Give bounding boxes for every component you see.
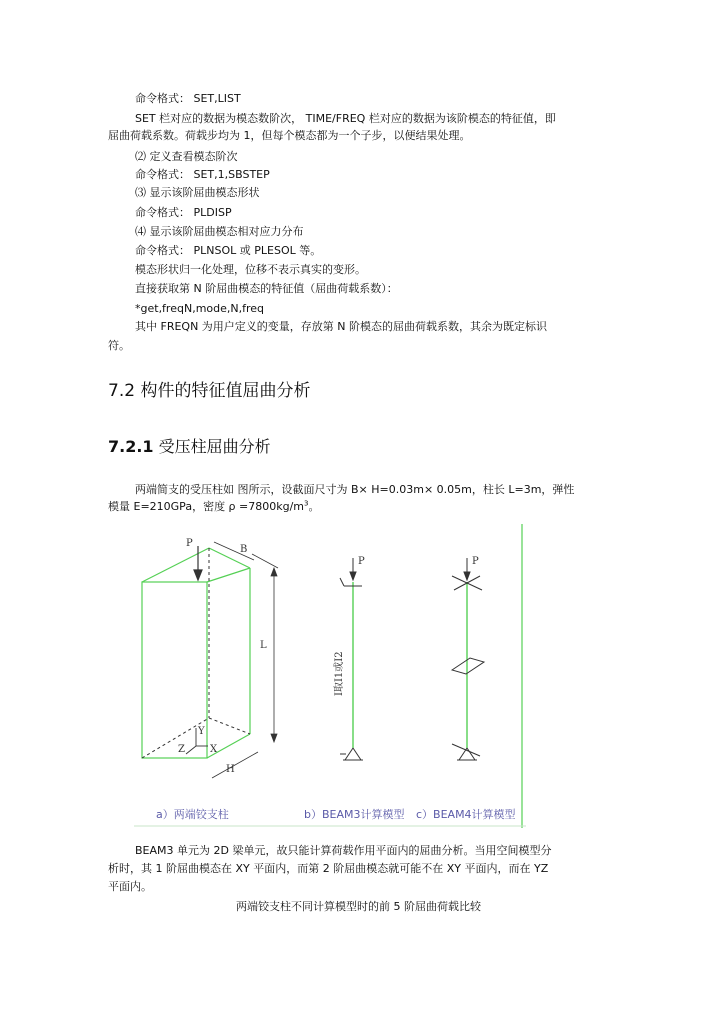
table-caption: 两端铰支柱不同计算模型时的前 5 阶屈曲荷载比较 (236, 900, 481, 913)
label-p-beam4: P (472, 556, 479, 567)
subsection-title (108, 436, 271, 458)
text-p7: ⑷ 显示该阶屈曲模态相对应力分布 (135, 225, 304, 238)
caption-b: b）BEAM3计算模型 (304, 808, 405, 821)
label-y: Y (198, 726, 205, 737)
label-h: H (226, 764, 235, 775)
column-3d (142, 548, 250, 758)
after-line2: 析时，其 1 阶屈曲模态在 XY 平面内，而第 2 阶屈曲模态就可能不在 XY 平面内，而在 YZ (108, 862, 549, 875)
beam3-model (332, 556, 365, 760)
label-iz: I取I1或I2 (334, 651, 345, 696)
text-p1: 命令格式： SET,LIST (135, 92, 241, 105)
caption-c: c）BEAM4计算模型 (416, 808, 516, 821)
after-line3: 平面内。 (108, 880, 152, 893)
section-title: 7.2 构件的特征值屈曲分析 (108, 381, 311, 401)
text-p8: 命令格式： PLNSOL 或 PLESOL 等。 (135, 244, 322, 257)
text-p9: 模态形状归一化处理，位移不表示真实的变形。 (135, 263, 366, 276)
text-p10: 直接获取第 N 阶屈曲模态的特征值（屈曲荷载系数）： (135, 282, 398, 295)
load-arrow (194, 546, 202, 580)
text-p12b: 符。 (108, 339, 130, 352)
text-p2b: 屈曲荷载系数。荷载步均为 1，但每个模态都为一个子步，以便结果处理。 (108, 129, 471, 142)
label-p-3d: P (186, 538, 193, 549)
label-z: Z (178, 744, 185, 755)
text-p5: ⑶ 显示该阶屈曲模态形状 (135, 186, 260, 199)
caption-a: a）两端铰支柱 (156, 808, 229, 821)
text-p2a: SET 栏对应的数据为模态数阶次， TIME/FREQ 栏对应的数据为该阶模态的特征值，即 (135, 112, 556, 125)
subsection-text: 受压柱屈曲分析 (158, 437, 271, 456)
intro-line2-end: 。 (308, 500, 320, 513)
text-p6: 命令格式： PLDISP (135, 206, 232, 219)
intro-line1: 两端简支的受压柱如 图所示，设截面尺寸为 B× H=0.03m× 0.05m，柱长 L=3m，弹性 (135, 483, 575, 496)
text-p12a: 其中 FREQN 为用户定义的变量，存放第 N 阶模态的屈曲荷载系数，其余为既定标识 (135, 320, 548, 333)
text-p3: ⑵ 定义查看模态阶次 (135, 150, 238, 163)
column-figure (134, 520, 526, 828)
intro-line2-sup: 3 (304, 499, 309, 508)
label-x: X (210, 744, 218, 755)
label-b: B (240, 544, 248, 555)
intro-line2 (108, 500, 320, 514)
text-p4: 命令格式： SET,1,SBSTEP (135, 168, 270, 181)
after-line1: BEAM3 单元为 2D 梁单元，故只能计算荷载作用平面内的屈曲分析。当用空间模型分 (135, 844, 552, 857)
beam4-model (452, 556, 484, 760)
label-p-beam3: P (358, 556, 365, 567)
intro-line2-text: 模量 E=210GPa，密度 ρ =7800kg/m (108, 500, 305, 513)
label-l: L (260, 640, 267, 651)
text-p11: *get,freqN,mode,N,freq (135, 302, 265, 315)
subsection-number: 7.2.1 (108, 437, 154, 456)
